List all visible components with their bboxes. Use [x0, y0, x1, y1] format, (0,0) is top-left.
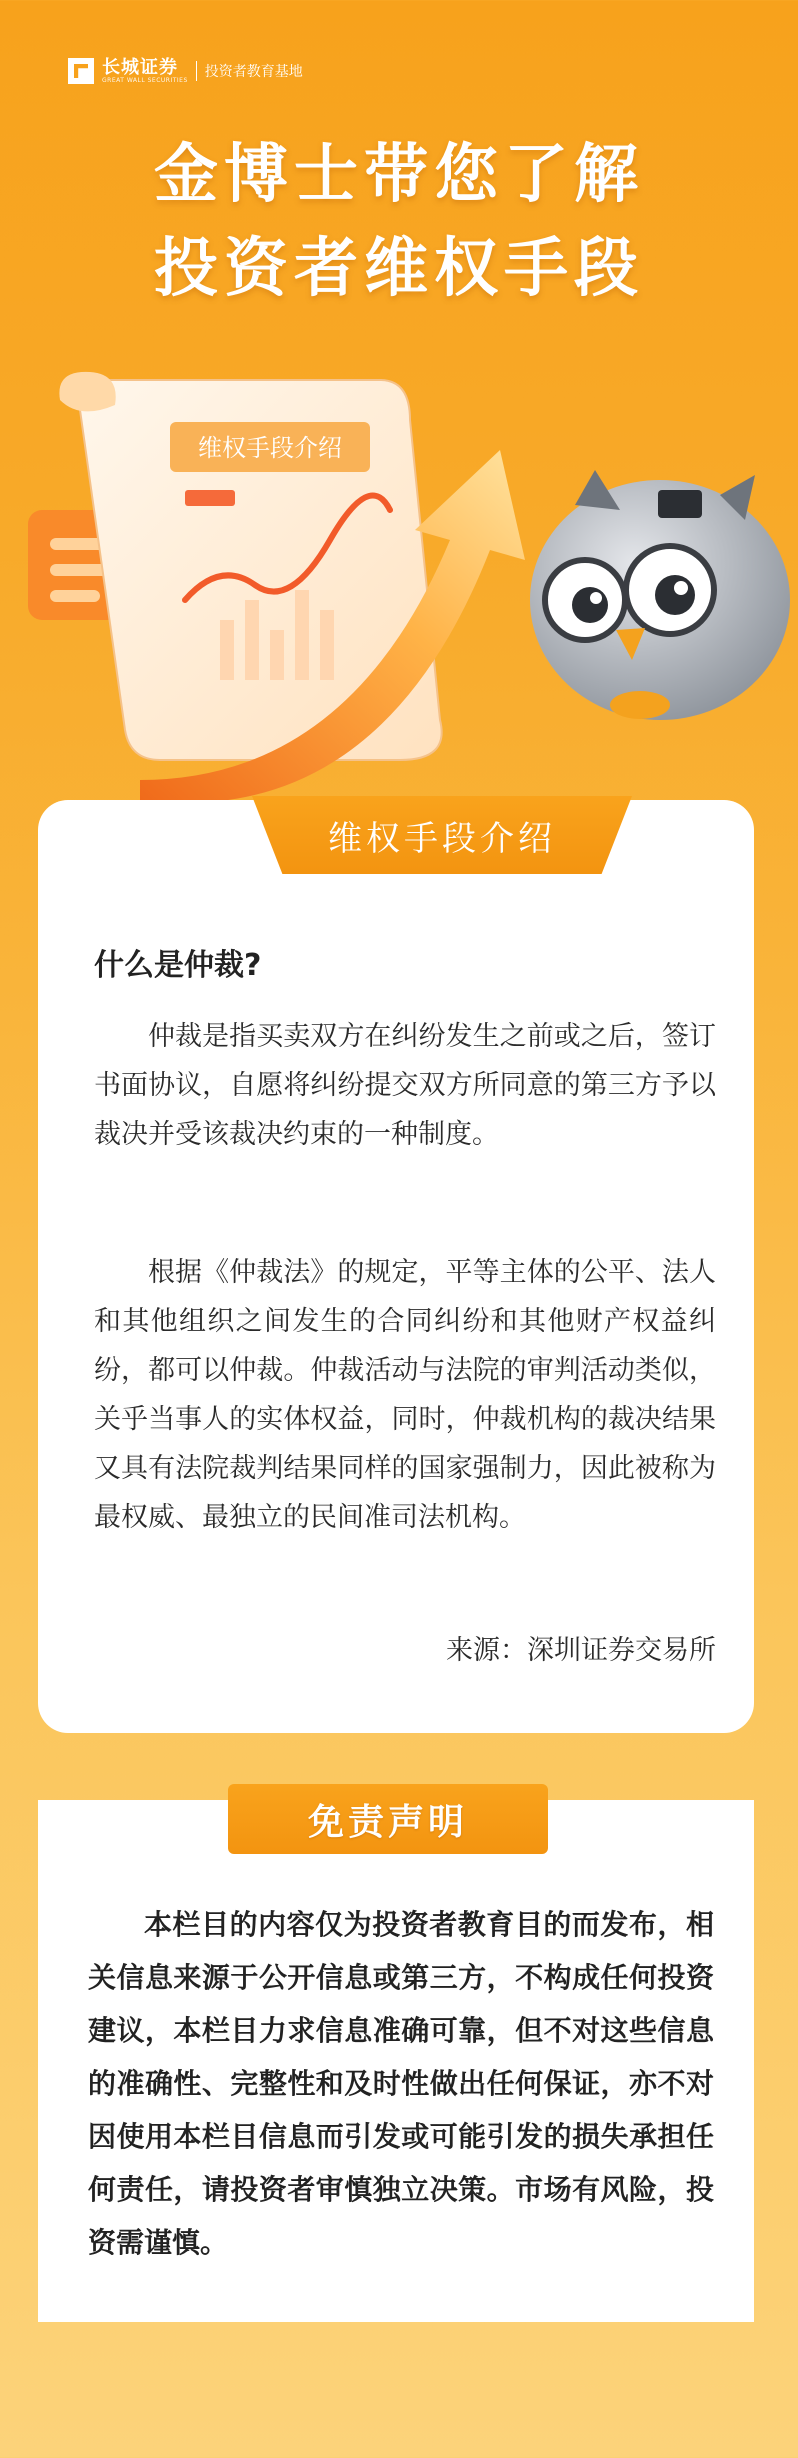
title-line-1: 金博士带您了解 — [154, 138, 644, 212]
card-tab — [252, 796, 632, 874]
brand-sub: GREAT WALL SECURITIES — [102, 77, 188, 84]
brand-divider — [196, 61, 197, 81]
hero-illustration — [20, 360, 798, 820]
title-line-2: 投资者维权手段 — [154, 232, 644, 306]
paragraph-law: 根据《仲裁法》的规定，平等主体的公平、法人和其他组织之间发生的合同纠纷和其他财产权益纠纷，都可以仲裁。仲裁活动与法院的审判活动类似，关乎当事人的实体权益，同时，仲裁机构的裁决结果又具有法院裁判结果同样的国家强制力，因此被称为最权威、最独立的民间准司法机构。 — [94, 1257, 716, 1533]
brand-name: 长城证券 — [102, 57, 178, 78]
disclaimer-card — [38, 1800, 754, 2322]
brand-logo — [68, 58, 303, 84]
source-note: 来源：深圳证券交易所 — [446, 1635, 716, 1666]
intro-card — [38, 800, 754, 1733]
paragraph-definition: 仲裁是指买卖双方在纠纷发生之前或之后，签订书面协议，自愿将纠纷提交双方所同意的第三方予以裁决并受该裁决约束的一种制度。 — [94, 1021, 716, 1150]
question-heading: 什么是仲裁? — [94, 948, 262, 983]
brand-tag: 投资者教育基地 — [204, 64, 303, 80]
page-title — [0, 128, 798, 316]
disclaimer-tab: 免责声明 — [228, 1784, 548, 1854]
owl-mascot — [530, 470, 790, 720]
card-tab-label: 维权手段介绍 — [328, 818, 556, 859]
logo-mark-icon — [68, 58, 94, 84]
brand-name-block — [102, 58, 188, 84]
scroll-label: 维权手段介绍 — [198, 434, 342, 462]
disclaimer-text: 本栏目的内容仅为投资者教育目的而发布，相关信息来源于公开信息或第三方，不构成任何投资建议，本栏目力求信息准确可靠，但不对这些信息的准确性、完整性和及时性做出任何保证，亦不对因使用本栏目信息而引发或可能引发的损失承担任何责任，请投资者审慎独立决策。市场有风险，投资需谨慎。 — [88, 1908, 714, 2259]
